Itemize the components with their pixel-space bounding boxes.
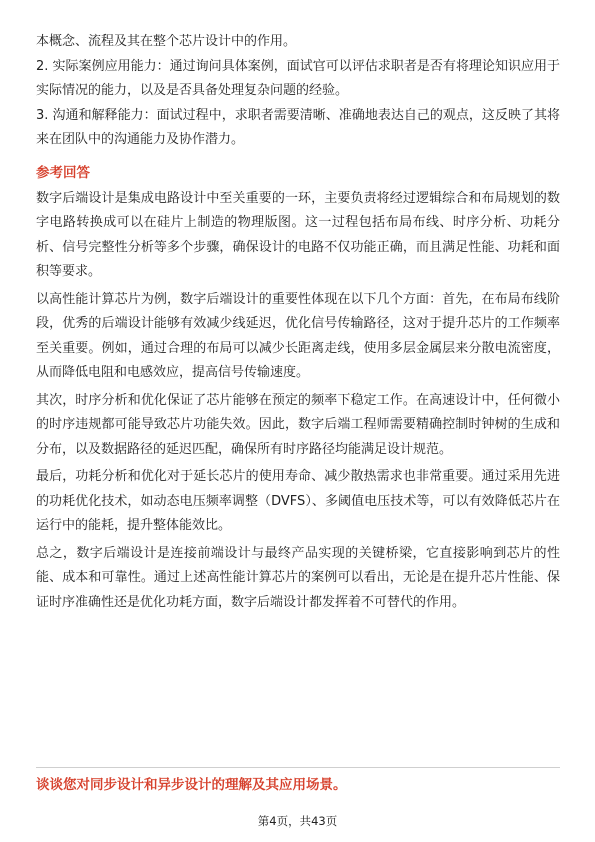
point-communication-ability: 3. 沟通和解释能力：面试过程中，求职者需要清晰、准确地表达自己的观点，这反映了其将来在团队中的沟通能力及协作潜力。 [36,107,560,147]
answer-paragraph-3: 其次，时序分析和优化保证了芯片能够在预定的频率下稳定工作。在高速设计中，任何微小的时序违规都可能导致芯片功能失效。因此，数字后端工程师需要精确控制时钟树的生成和分布，以及数据路径的延迟匹配，确保所有时序路径均能满足设计规范。 [36,392,560,457]
next-question-heading: 谈谈您对同步设计和异步设计的理解及其应用场景。 [36,777,347,793]
page-number: 第4页，共43页 [257,814,338,828]
page-content [36,30,560,615]
intro-tail-text: 本概念、流程及其在整个芯片设计中的作用。 [36,34,297,49]
section-divider [36,767,560,768]
answer-paragraph-5: 总之，数字后端设计是连接前端设计与最终产品实现的关键桥梁，它直接影响到芯片的性能、成本和可靠性。通过上述高性能计算芯片的案例可以看出，无论是在提升芯片性能、保证时序准确性还是优化功耗方面，数字后端设计都发挥着不可替代的作用。 [36,545,560,610]
answer-paragraph-4: 最后，功耗分析和优化对于延长芯片的使用寿命、减少散热需求也非常重要。通过采用先进的功耗优化技术，如动态电压频率调整（DVFS）、多阈值电压技术等，可以有效降低芯片在运行中的能耗，提升整体能效比。 [36,469,560,533]
point-practical-ability: 2. 实际案例应用能力：通过询问具体案例，面试官可以评估求职者是否有将理论知识应用于实际情况的能力，以及是否具备处理复杂问题的经验。 [36,58,560,98]
answer-paragraph-1: 数字后端设计是集成电路设计中至关重要的一环，主要负责将经过逻辑综合和布局规划的数字电路转换成可以在硅片上制造的物理版图。这一过程包括布局布线、时序分析、功耗分析、信号完整性分析等多个步骤，确保设计的电路不仅功能正确，而且满足性能、功耗和面积等要求。 [36,190,560,279]
answer-paragraph-2: 以高性能计算芯片为例，数字后端设计的重要性体现在以下几个方面：首先，在布局布线阶段，优秀的后端设计能够有效减少线延迟，优化信号传输路径，这对于提升芯片的工作频率至关重要。例如，通过合理的布局可以减少长距离走线，使用多层金属层来分散电流密度，从而降低电阻和电感效应，提高信号传输速度。 [36,291,560,380]
answer-heading: 参考回答 [36,164,90,181]
